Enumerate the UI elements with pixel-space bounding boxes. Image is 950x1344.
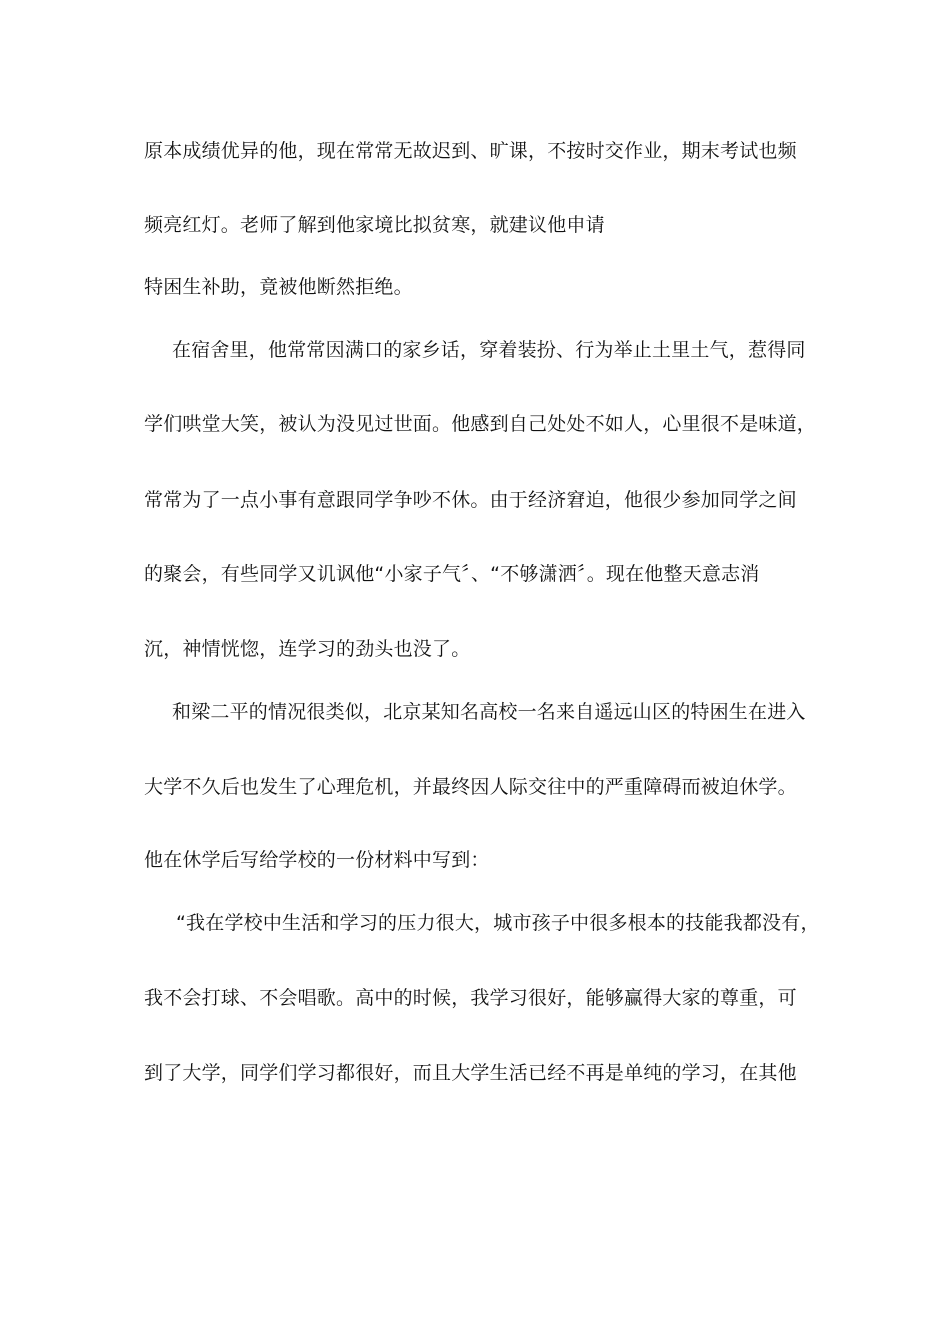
paragraph-2-line-4: 的聚会，有些同学又讥讽他“小家子气〞、“不够潇洒〞。现在他整天意志消	[144, 563, 760, 585]
quote-line-1: “我在学校中生活和学习的压力很大，城市孩子中很多根本的技能我都没有，	[176, 912, 820, 934]
paragraph-3-line-3: 他在休学后写给学校的一份材料中写到：	[144, 849, 490, 871]
quote-line-2: 我不会打球、不会唱歌。高中的时候，我学习很好，能够赢得大家的尊重，可	[144, 987, 797, 1009]
text-line-1: 原本成绩优异的他，现在常常无故迟到、旷课，不按时交作业，期末考试也频	[144, 140, 797, 162]
quote-line-3: 到了大学，同学们学习都很好，而且大学生活已经不再是单纯的学习，在其他	[144, 1062, 797, 1084]
text-line-2: 频亮红灯。老师了解到他家境比拟贫寒，就建议他申请	[144, 214, 605, 236]
paragraph-2-line-2: 学们哄堂大笑，被认为没见过世面。他感到自己处处不如人，心里很不是味道，	[144, 413, 817, 435]
paragraph-2-line-1: 在宿舍里，他常常因满口的家乡话，穿着装扮、行为举止土里土气，惹得同	[172, 339, 806, 361]
paragraph-3-line-1: 和梁二平的情况很类似，北京某知名高校一名来自遥远山区的特困生在进入	[172, 701, 806, 723]
paragraph-2-line-3: 常常为了一点小事有意跟同学争吵不休。由于经济窘迫，他很少参加同学之间	[144, 489, 797, 511]
paragraph-3-line-2: 大学不久后也发生了心理危机，并最终因人际交往中的严重障碍而被迫休学。	[144, 776, 797, 798]
text-line-3: 特困生补助，竟被他断然拒绝。	[144, 276, 413, 298]
paragraph-2-line-5: 沉，神情恍惚，连学习的劲头也没了。	[144, 638, 471, 660]
